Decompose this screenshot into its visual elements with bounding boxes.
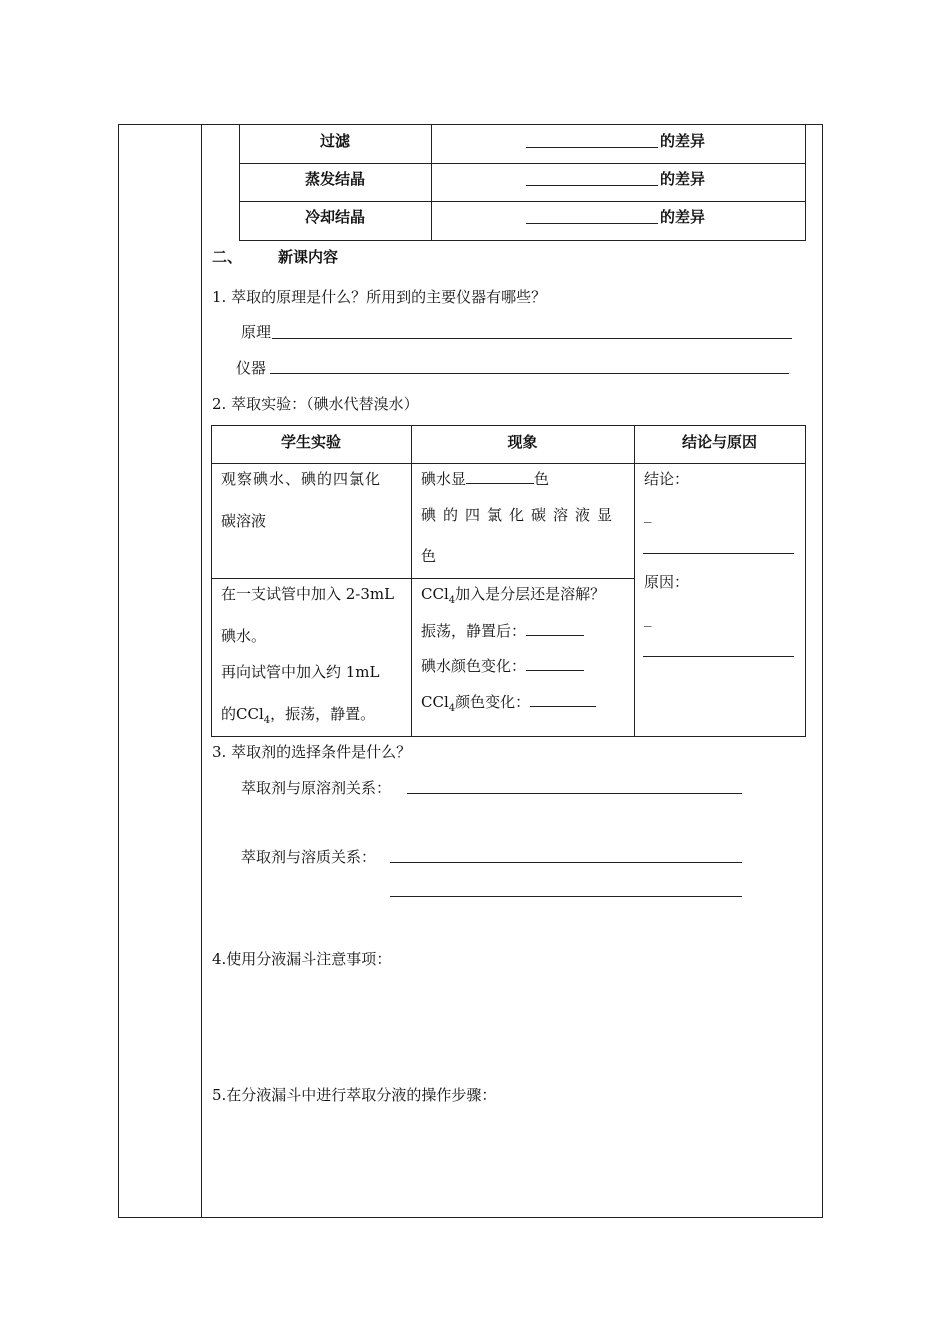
reason-answer-line[interactable] — [643, 656, 794, 657]
relation-solute-label: 萃取剂与溶质关系： — [241, 848, 377, 866]
exp1-text-line: 观察碘水、碘的四氯化 — [221, 470, 382, 488]
outer-inner-divider — [201, 124, 202, 1218]
shake-blank[interactable] — [526, 620, 584, 636]
exp1-text-line: 碳溶液 — [221, 512, 267, 530]
phen1-line3: 色 — [421, 547, 437, 565]
review-difference-cell: 的差异 — [660, 132, 706, 150]
header-student-experiment: 学生实验 — [280, 433, 341, 451]
relation-solute-line-2[interactable] — [390, 896, 742, 897]
review-table-row-line — [239, 163, 806, 164]
relation-solvent-label: 萃取剂与原溶剂关系： — [241, 779, 392, 797]
principle-label: 原理 — [241, 323, 272, 341]
review-table-mid — [431, 124, 432, 241]
reason-mark: _ — [644, 609, 652, 627]
header-conclusion-reason: 结论与原因 — [681, 433, 757, 451]
outer-bottom-border — [118, 1217, 823, 1218]
outer-top-border — [118, 124, 823, 125]
exp-table-col2 — [634, 425, 635, 737]
exp2-text-line: 碘水。 — [221, 627, 267, 645]
principle-answer-line[interactable] — [272, 338, 792, 339]
exp-table-left — [211, 425, 212, 737]
exp2-text-line: 再向试管中加入约 1mL — [221, 663, 380, 681]
phen2-shake: 振荡，静置后： — [421, 620, 584, 641]
exp-table-bottom — [211, 736, 806, 737]
question-4: 4.使用分液漏斗注意事项： — [212, 950, 392, 968]
ccl4-color-blank[interactable] — [530, 691, 596, 707]
phen2-question: CCl$_4$加入是分层还是溶解？ — [421, 585, 606, 606]
review-blank-line[interactable] — [526, 185, 658, 186]
conclusion-mark: _ — [644, 505, 652, 523]
reason-label: 原因： — [644, 573, 690, 591]
review-method-cell: 过滤 — [319, 132, 350, 150]
review-difference-cell: 的差异 — [660, 170, 706, 188]
phen1-line2: 碘的四氯化碳溶液显 — [421, 506, 620, 524]
phen1-prefix: 碘水显 — [421, 470, 467, 488]
phen1-suffix: 色 — [534, 470, 550, 488]
exp-table-right — [805, 425, 806, 737]
exp-table-col1 — [411, 425, 412, 737]
review-table-right — [805, 124, 806, 241]
question-2: 2. 萃取实验：（碘水代替溴水） — [212, 395, 419, 413]
review-table-bottom — [239, 240, 806, 241]
review-blank-line[interactable] — [526, 147, 658, 148]
phen2-iodine-color: 碘水颜色变化： — [421, 655, 584, 676]
question-5: 5.在分液漏斗中进行萃取分液的操作步骤： — [212, 1086, 497, 1104]
exp2-text-line: 的CCl$_4$，振荡，静置。 — [221, 705, 376, 726]
header-phenomenon: 现象 — [507, 433, 538, 451]
conclusion-label: 结论： — [644, 470, 690, 488]
conclusion-answer-line[interactable] — [643, 553, 794, 554]
exp-table-top — [211, 425, 806, 426]
exp2-text-line: 在一支试管中加入 2-3mL — [221, 585, 395, 603]
instrument-answer-line[interactable] — [270, 373, 789, 374]
review-difference-cell: 的差异 — [660, 208, 706, 226]
exp-table-row-line — [211, 578, 635, 579]
instrument-label: 仪器 — [236, 359, 267, 377]
outer-left-border — [118, 124, 119, 1218]
phen1-line1 — [421, 468, 549, 489]
review-blank-line[interactable] — [526, 223, 658, 224]
phen1-blank[interactable] — [466, 468, 534, 484]
iodine-color-blank[interactable] — [526, 655, 584, 671]
phen2-ccl4-color: CCl$_4$颜色变化： — [421, 691, 596, 714]
section-title: 新课内容 — [278, 248, 339, 266]
review-method-cell: 蒸发结晶 — [304, 170, 365, 188]
relation-solvent-line[interactable] — [407, 793, 742, 794]
question-1: 1. 萃取的原理是什么？所用到的主要仪器有哪些？ — [212, 288, 547, 306]
exp-table-header-line — [211, 463, 806, 464]
review-table-row-line — [239, 201, 806, 202]
outer-right-border — [822, 124, 823, 1218]
section-number: 二、 — [212, 248, 243, 266]
relation-solute-line[interactable] — [390, 862, 742, 863]
review-method-cell: 冷却结晶 — [304, 208, 365, 226]
question-3: 3. 萃取剂的选择条件是什么？ — [212, 743, 412, 761]
